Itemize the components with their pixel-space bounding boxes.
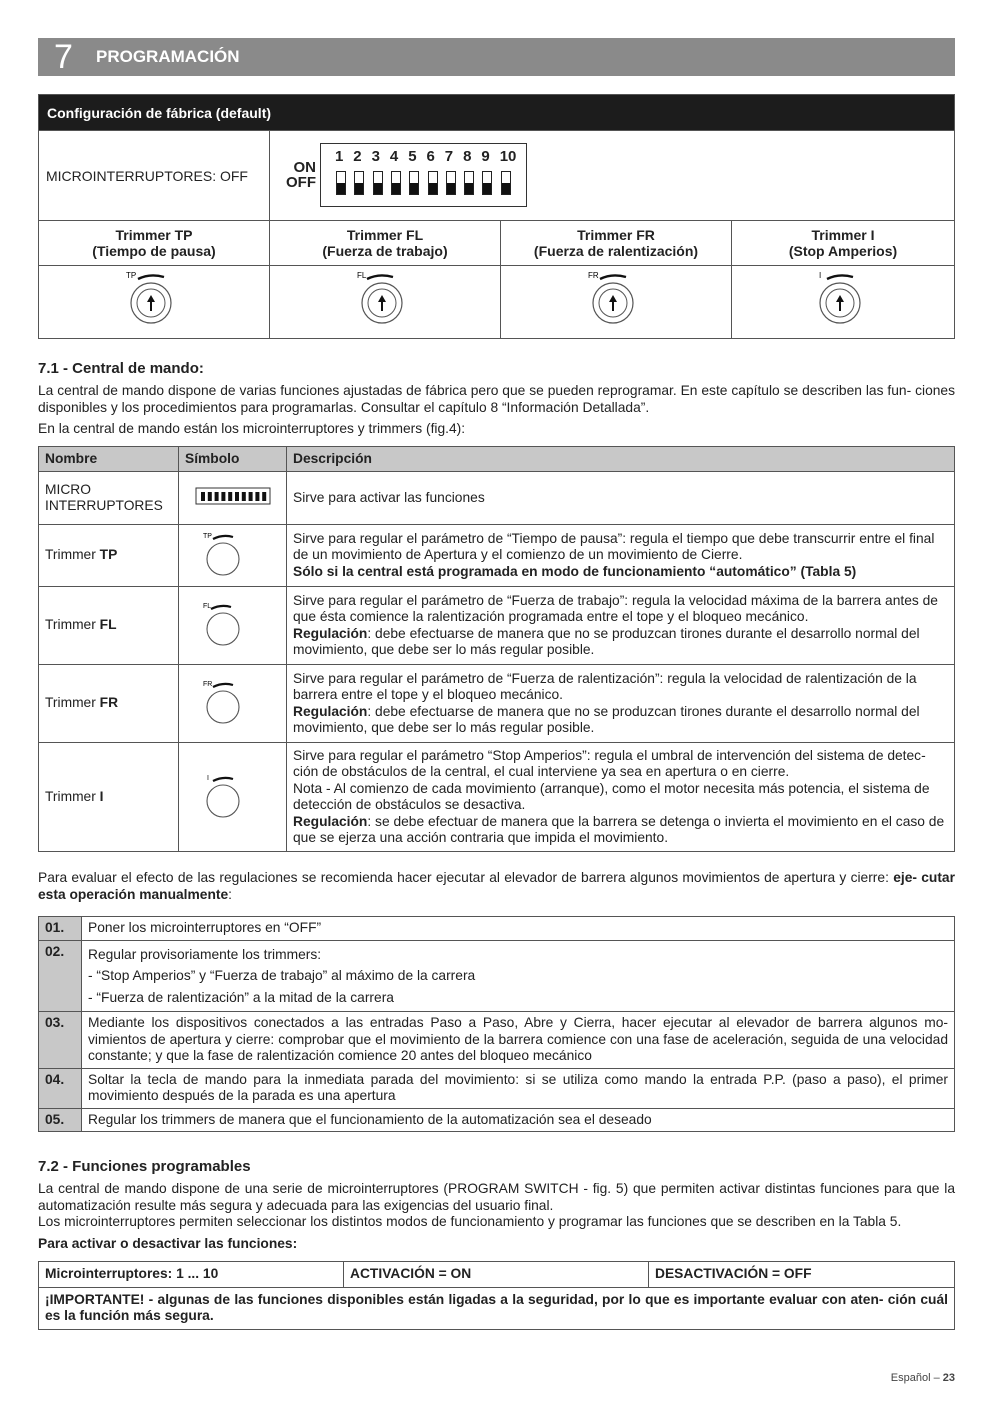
section-7-2-p1: La central de mando dispone de una serie de microinterruptores (PROGRAM SWITCH - fig. 5) que permiten activar distintas funciones para que la automatización resulte más segura y adecuada para las exigencias del usuario final. [38, 1181, 955, 1213]
dip-switch-number: 5 [408, 148, 417, 165]
dip-switch-number: 2 [353, 148, 362, 165]
row-name: MICRO INTERRUPTORES [39, 472, 179, 525]
col-nombre: Nombre [39, 447, 179, 472]
mini-dip-toggle [241, 492, 245, 501]
dip-switch-number: 9 [481, 148, 490, 165]
page-number: 23 [942, 1372, 955, 1384]
mini-dip-toggle [248, 492, 252, 501]
section-7-1-title: 7.1 - Central de mando: [38, 360, 204, 377]
section-7-2-p2: Los microinterruptores permiten seleccionar los distintos modos de funcionamiento y programar las funciones que se describen en la Tabla 5. [38, 1214, 902, 1229]
section-7-2-p3: Para activar o desactivar las funciones: [38, 1236, 298, 1251]
row-description: Sirve para activar las funciones [287, 472, 955, 525]
dip-switch-toggle [446, 171, 456, 195]
table-row [39, 665, 955, 743]
row-description: Sirve para regular el parámetro de “Tiempo de pausa”: regula el tiempo que debe transcurrir entre el final de un movimiento de Apertura y el comienzo de un movimiento de Cierre. Sólo si la central está programada en modo de funcionamiento “automático” (Tabla 5) [287, 525, 955, 587]
mini-dip-toggle [201, 492, 205, 501]
step-row: 04. Soltar la tecla de mando para la inmediata parada del movimiento: si se utiliza como mando la entrada P.P. (paso a paso), el primer movimiento después de la parada es una apertura [39, 1068, 955, 1108]
col-descripcion: Descripción [287, 447, 955, 472]
dip-switch-number: 1 [335, 148, 344, 165]
mini-dip-toggle [235, 492, 239, 501]
dip-switch-toggle [391, 171, 401, 195]
trimmer-i-knob-cell [732, 266, 955, 339]
table-row [39, 525, 955, 587]
chapter-header [38, 38, 955, 76]
dip-switch-toggle [336, 171, 346, 195]
step-row: 02. Regular provisoriamente los trimmers: - “Stop Amperios” y “Fuerza de trabajo” al máximo de la carrera - “Fuerza de ralentización” a la mitad de la carrera [39, 940, 955, 1012]
factory-config-title: Configuración de fábrica (default) [39, 95, 955, 131]
row-name: Trimmer FL [39, 587, 179, 665]
steps-table [38, 916, 955, 1132]
on-label: ON [293, 159, 316, 176]
step-row: 03. Mediante los dispositivos conectados a las entradas Paso a Paso, Abre y Cierra, hacer ejecutar al elevador de barrera algunos mo- vimientos de apertura y cierre: comprobar que el movimiento de la barrera comience con una fase de aceleración, seguida de una velocidad constante; y que la fase de ralentización comience 20 antes del bloqueo mecánico [39, 1012, 955, 1069]
deactivation-cell: DESACTIVACIÓN = OFF [649, 1262, 955, 1288]
mini-dip-toggle [221, 492, 225, 501]
row-description: Sirve para regular el parámetro de “Fuerza de ralentización”: regula la velocidad de ralentización de la barrera entre el tope y el bloqueo mecánico. Regulación: debe efectuarse de manera que no se produzcan tirones durante el desarrollo normal del movimiento, que debe ser lo más regular posible. [287, 665, 955, 743]
section-7-2-title: 7.2 - Funciones programables [38, 1158, 251, 1175]
activation-cell: ACTIVACIÓN = ON [344, 1262, 649, 1288]
svg-text:FL: FL [357, 271, 367, 280]
mini-dip-toggle [262, 492, 266, 501]
page-footer: Español – 23 [890, 1372, 955, 1384]
trimmer-i-knob-icon [803, 267, 883, 333]
switch-label: MICROINTERRUPTORES: OFF [39, 131, 270, 221]
trimmer-tp-knob-icon [114, 267, 194, 333]
svg-text:FR: FR [588, 271, 599, 280]
mini-dip-toggle [207, 492, 211, 501]
trimmer-i-symbol-icon [179, 743, 287, 852]
trimmer-tp-header: Trimmer TP (Tiempo de pausa) [39, 221, 270, 266]
factory-config-table [38, 94, 955, 339]
dip-switch-number: 4 [389, 148, 399, 165]
section-7-1-intro-2: En la central de mando están los microinterruptores y trimmers (fig.4): [38, 421, 466, 436]
dip-switch-number: 10 [499, 148, 517, 165]
row-description: Sirve para regular el parámetro de “Fuerza de trabajo”: regula la velocidad máxima de la barrera antes de que ésta comience la ralentización programada entre el tope y el bloqueo mecánico. Regulación: debe efectuarse de manera que no se produzcan tirones durante el desarrollo normal del movimiento, que debe ser lo más regular posible. [287, 587, 955, 665]
chapter-title: PROGRAMACIÓN [96, 47, 240, 66]
controls-table [38, 446, 955, 852]
trimmer-fr-header: Trimmer FR (Fuerza de ralentización) [501, 221, 732, 266]
step-row: 01. Poner los microinterruptores en “OFF” [39, 917, 955, 941]
trimmer-fr-knob-cell [501, 266, 732, 339]
trimmer-fr-symbol-icon [179, 665, 287, 743]
off-label: OFF [286, 174, 316, 191]
row-name: Trimmer TP [39, 525, 179, 587]
dip-switch-number: 7 [444, 148, 454, 165]
svg-text:TP: TP [126, 271, 137, 280]
dip-switch-number: 3 [371, 148, 380, 165]
dip-switch-number: 8 [463, 148, 472, 165]
dip-switch-toggle [373, 171, 383, 195]
dip-switch-toggle [501, 171, 511, 195]
trimmer-fl-symbol-icon [179, 587, 287, 665]
mini-dip-toggle [214, 492, 218, 501]
col-simbolo: Símbolo [179, 447, 287, 472]
mini-dip-toggle [228, 492, 232, 501]
important-note: ¡IMPORTANTE! - algunas de las funciones disponibles están ligadas a la seguridad, por lo que es importante evaluar con aten- ción cuál es la función más segura. [39, 1287, 955, 1329]
dip-switch-cell [270, 131, 955, 221]
trimmer-fl-knob-cell [270, 266, 501, 339]
trimmer-tp-symbol-icon [179, 525, 287, 587]
table-row [39, 587, 955, 665]
dip-switch-symbol [179, 472, 287, 525]
chapter-number: 7 [54, 38, 73, 76]
section-7-1-intro: La central de mando dispone de varias funciones ajustadas de fábrica pero que se pueden reprogramar. En este capítulo se describen las fun- ciones disponibles y los procedimientos para programarlas. Consultar el capítulo 8 “Información Detallada”. [38, 383, 955, 415]
dip-switch-toggle [409, 171, 419, 195]
switch-function-table [38, 1261, 955, 1330]
switch-range-cell: Microinterruptores: 1 ... 10 [39, 1262, 344, 1288]
svg-text:TP: TP [203, 533, 212, 541]
row-name: Trimmer FR [39, 665, 179, 743]
row-name: Trimmer I [39, 743, 179, 852]
svg-text:I: I [819, 271, 822, 280]
evaluation-paragraph: Para evaluar el efecto de las regulaciones se recomienda hacer ejecutar al elevador de barrera algunos movimientos de apertura y cierre: eje- cutar esta operación manualmente: [38, 870, 955, 902]
trimmer-fl-knob-icon [345, 267, 425, 333]
table-row [39, 743, 955, 852]
dip-switch-toggle [354, 171, 364, 195]
table-row [39, 472, 955, 525]
svg-text:I: I [207, 774, 209, 782]
dip-switch-toggle [428, 171, 438, 195]
trimmer-i-header: Trimmer I (Stop Amperios) [732, 221, 955, 266]
row-description: Sirve para regular el parámetro “Stop Amperios”: regula el umbral de intervención del sistema de detec- ción de obstáculos de la central, el cual interviene ya sea en apertura o en cierre. Nota - Al comienzo de cada movimiento (arranque), como el motor necesita más potencia, el sistema de detección de obstáculos se desactiva. Regulación: se debe efectuar de manera que la barrera se detenga o invierta el movimiento en el caso de que se ejerza una acción contraria que impida el movimiento. [287, 743, 955, 852]
trimmer-fl-header: Trimmer FL (Fuerza de trabajo) [270, 221, 501, 266]
svg-text:FR: FR [203, 681, 213, 689]
svg-text:FL: FL [203, 603, 212, 611]
dip-switch-number: 6 [426, 148, 435, 165]
mini-dip-toggle [255, 492, 259, 501]
dip-switch-toggle [482, 171, 492, 195]
dip-switch [320, 143, 527, 207]
trimmer-tp-knob-cell [39, 266, 270, 339]
trimmer-fr-knob-icon [576, 267, 656, 333]
dip-switch-toggle [464, 171, 474, 195]
step-row: 05. Regular los trimmers de manera que el funcionamiento de la automatización sea el deseado [39, 1108, 955, 1132]
